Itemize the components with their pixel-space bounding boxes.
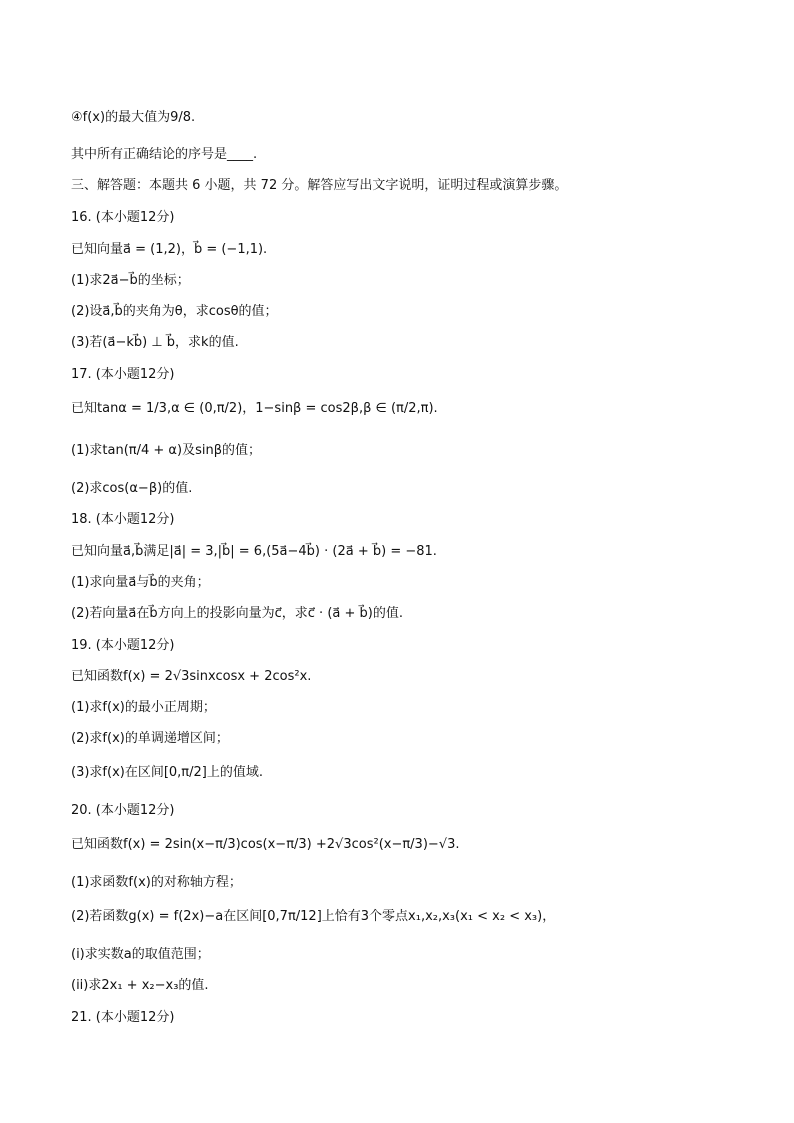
q19-header: 19. (本小题12分) bbox=[71, 638, 175, 653]
q16-stem: 已知向量a⃗ = (1,2)，b⃗ = (−1,1). bbox=[71, 242, 268, 257]
q19-stem: 已知函数f(x) = 2√3sinxcosx + 2cos²x. bbox=[71, 669, 312, 684]
q19-part2: (2)求f(x)的单调递增区间； bbox=[71, 731, 229, 746]
q16-part1: (1)求2a⃗−b⃗的坐标； bbox=[71, 273, 190, 288]
q20-part2: (2)若函数g(x) = f(2x)−a在区间[0,7π/12]上恰有3个零点x₁,x₂,x₃(x₁ < x₂ < x₃)， bbox=[71, 909, 556, 924]
fill-question: 其中所有正确结论的序号是____. bbox=[71, 147, 258, 162]
q18-stem: 已知向量a⃗,b⃗满足|a⃗| = 3,|b⃗| = 6,(5a⃗−4b⃗) · (2a⃗ + b⃗) = −81. bbox=[71, 544, 437, 559]
q20-header: 20. (本小题12分) bbox=[71, 803, 175, 818]
section-heading: 三、解答题：本题共 6 小题，共 72 分。解答应写出文字说明，证明过程或演算步骤。 bbox=[71, 178, 568, 193]
q18-header: 18. (本小题12分) bbox=[71, 512, 175, 527]
q16-part3: (3)若(a⃗−kb⃗) ⊥ b⃗，求k的值. bbox=[71, 335, 239, 350]
q17-part1: (1)求tan(π/4 + α)及sinβ的值； bbox=[71, 443, 261, 458]
q16-part2: (2)设a⃗,b⃗的夹角为θ，求cosθ的值； bbox=[71, 304, 278, 319]
q19-part1: (1)求f(x)的最小正周期； bbox=[71, 700, 216, 715]
q20-stem: 已知函数f(x) = 2sin(x−π/3)cos(x−π/3) +2√3cos²(x−π/3)−√3. bbox=[71, 837, 460, 852]
q20-part2-ii: (ii)求2x₁ + x₂−x₃的值. bbox=[71, 978, 209, 993]
q16-header: 16. (本小题12分) bbox=[71, 210, 175, 225]
q21-header: 21. (本小题12分) bbox=[71, 1010, 175, 1025]
q20-part1: (1)求函数f(x)的对称轴方程； bbox=[71, 875, 242, 890]
q17-header: 17. (本小题12分) bbox=[71, 367, 175, 382]
q20-part2-i: (i)求实数a的取值范围； bbox=[71, 947, 210, 962]
q18-part2: (2)若向量a⃗在b⃗方向上的投影向量为c⃗，求c⃗ · (a⃗ + b⃗)的值. bbox=[71, 606, 403, 621]
q18-part1: (1)求向量a⃗与b⃗的夹角； bbox=[71, 575, 210, 590]
q19-part3: (3)求f(x)在区间[0,π/2]上的值域. bbox=[71, 765, 263, 780]
q17-stem: 已知tanα = 1/3,α ∈ (0,π/2)，1−sinβ = cos2β,β ∈ (π/2,π). bbox=[71, 401, 438, 416]
item4: ④f(x)的最大值为9/8. bbox=[71, 110, 196, 125]
q17-part2: (2)求cos(α−β)的值. bbox=[71, 481, 193, 496]
